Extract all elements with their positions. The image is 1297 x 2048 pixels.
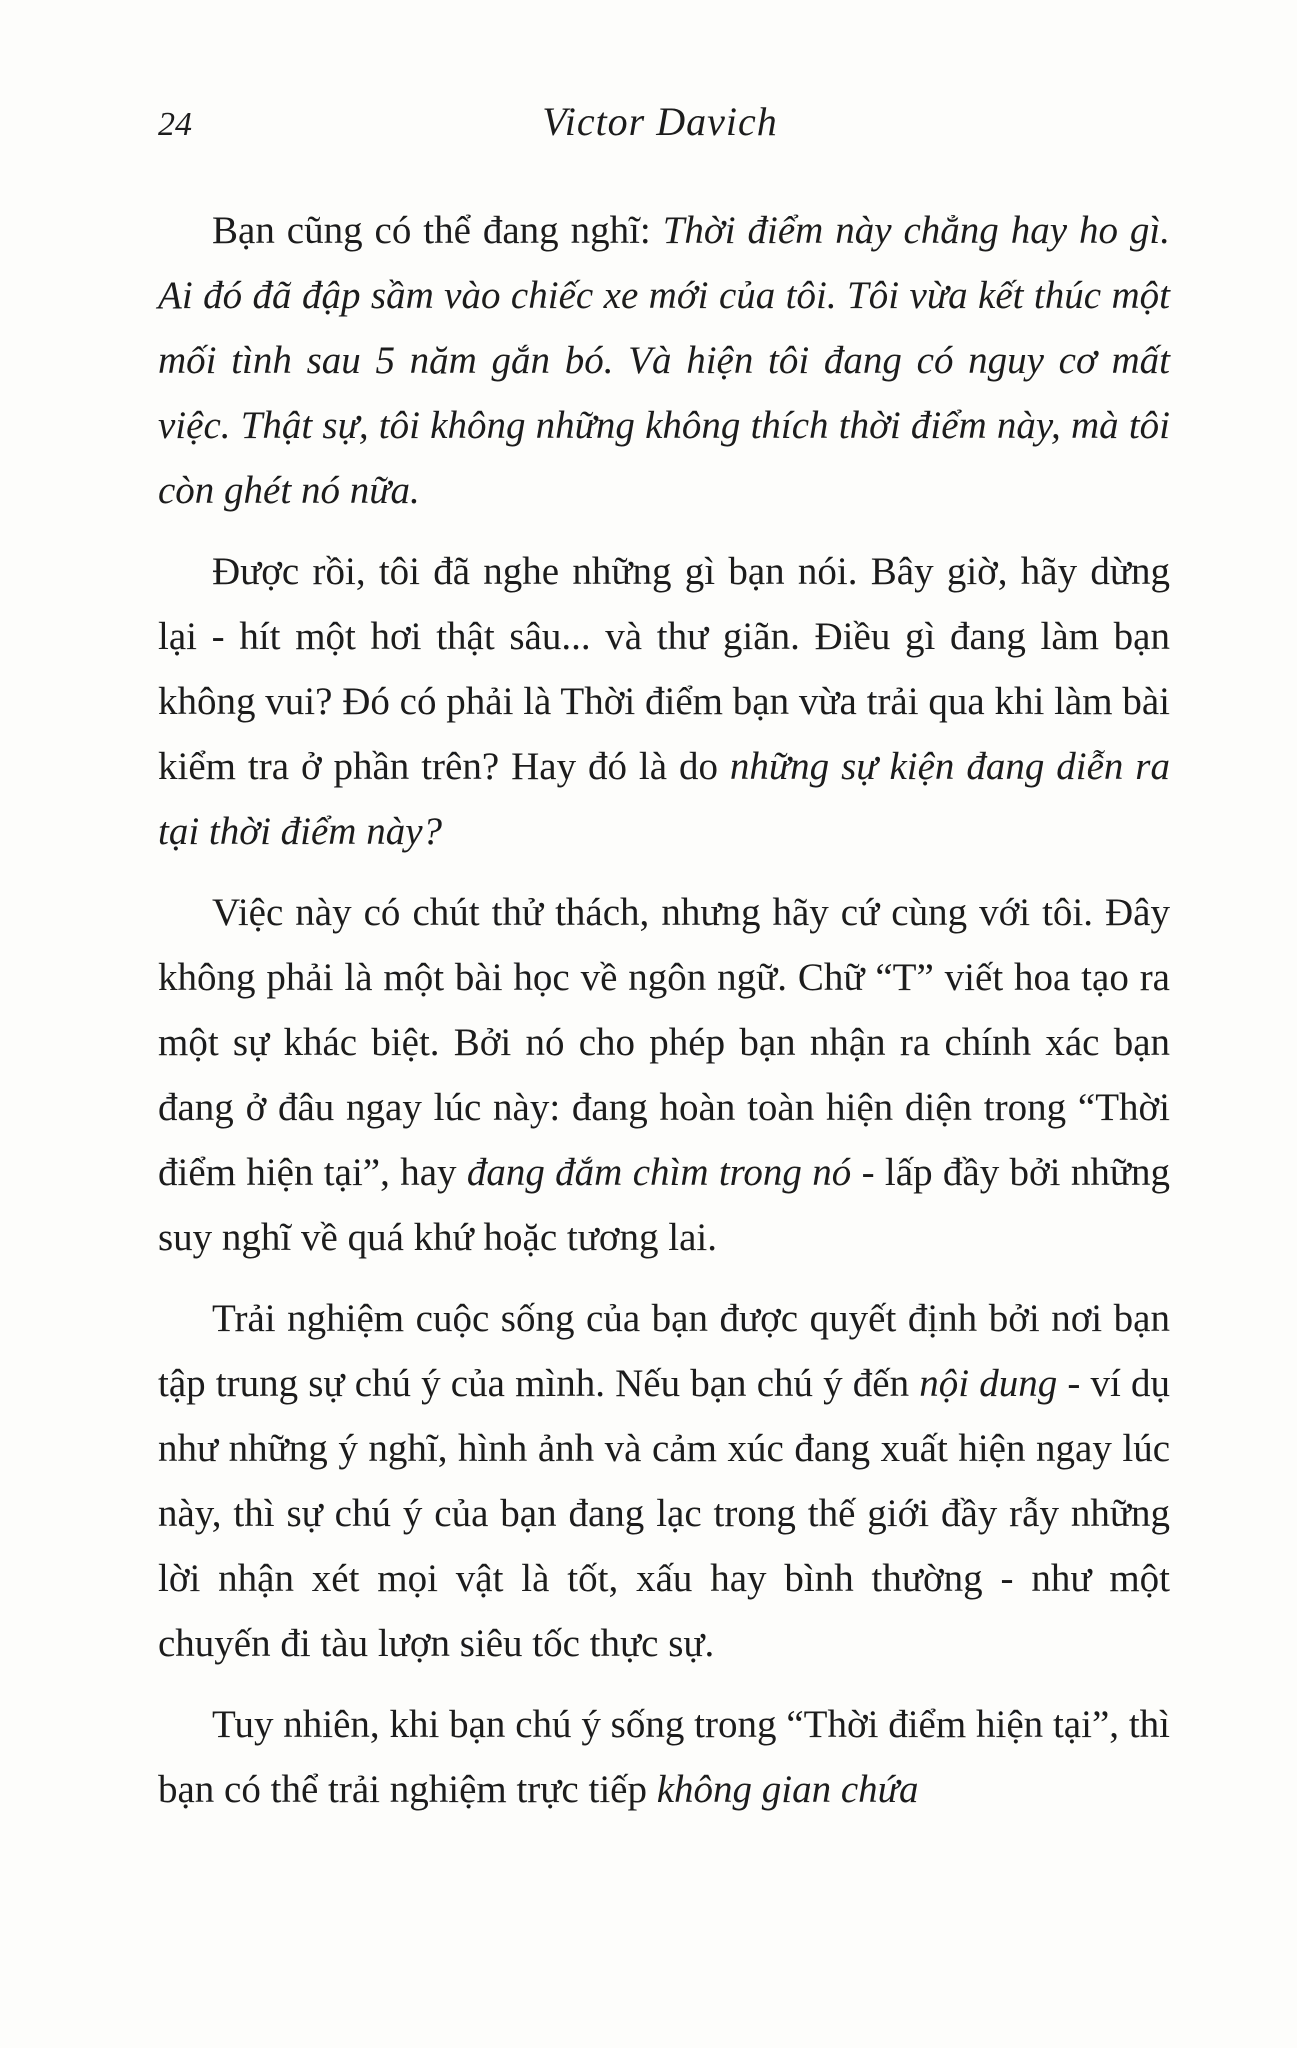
paragraph (158, 880, 1170, 1270)
text-run: Việc này có chút thử thách, nhưng hãy cứ cùng với tôi. Đây không phải là một bài học về ngôn ngữ. Chữ “T” viết hoa tạo ra một sự khác biệt. Bởi nó cho phép bạn nhận ra chính xác bạn đang ở đâu ngay lúc này: đang hoàn toàn hiện diện trong “Thời điểm hiện tại”, hay (158, 891, 1170, 1194)
running-head (150, 98, 1170, 158)
paragraph (158, 1692, 1170, 1822)
paragraph (158, 1286, 1170, 1676)
italic-text: Thời điểm này chẳng hay ho gì. Ai đó đã đập sầm vào chiếc xe mới của tôi. Tôi vừa kết thúc một mối tình sau 5 năm gắn bó. Và hiện tôi đang có nguy cơ mất việc. Thật sự, tôi không những không thích thời điểm này, mà tôi còn ghét nó nữa. (158, 209, 1170, 512)
text-run: Tuy nhiên, khi bạn chú ý sống trong “Thời điểm hiện tại”, thì bạn có thể trải nghiệm trực tiếp (158, 1703, 1170, 1811)
text-run: Được rồi, tôi đã nghe những gì bạn nói. Bây giờ, hãy dừng lại - hít một hơi thật sâu... và thư giãn. Điều gì đang làm bạn không vui? Đó có phải là Thời điểm bạn vừa trải qua khi làm bài kiểm tra ở phần trên? Hay đó là do (158, 550, 1170, 788)
italic-text: đang đắm chìm trong nó (466, 1151, 852, 1194)
text-run: - ví dụ như những ý nghĩ, hình ảnh và cảm xúc đang xuất hiện ngay lúc này, thì sự chú ý của bạn đang lạc trong thế giới đầy rẫy những lời nhận xét mọi vật là tốt, xấu hay bình thường - như một chuyến đi tàu lượn siêu tốc thực sự. (158, 1362, 1170, 1665)
book-author: Victor Davich (542, 99, 778, 144)
body-text (158, 198, 1170, 1838)
italic-text: những sự kiện đang diễn ra tại thời điểm này? (158, 745, 1170, 853)
text-run: Trải nghiệm cuộc sống của bạn được quyết định bởi nơi bạn tập trung sự chú ý của mình. Nếu bạn chú ý đến (158, 1297, 1170, 1405)
italic-text: không gian chứa (656, 1768, 919, 1811)
text-run: Bạn cũng có thể đang nghĩ: (212, 209, 663, 252)
page-number: 24 (158, 106, 192, 143)
paragraph (158, 539, 1170, 864)
paragraph (158, 198, 1170, 523)
text-run: - lấp đầy bởi những suy nghĩ về quá khứ hoặc tương lai. (158, 1151, 1170, 1259)
italic-text: nội dung (919, 1362, 1058, 1405)
